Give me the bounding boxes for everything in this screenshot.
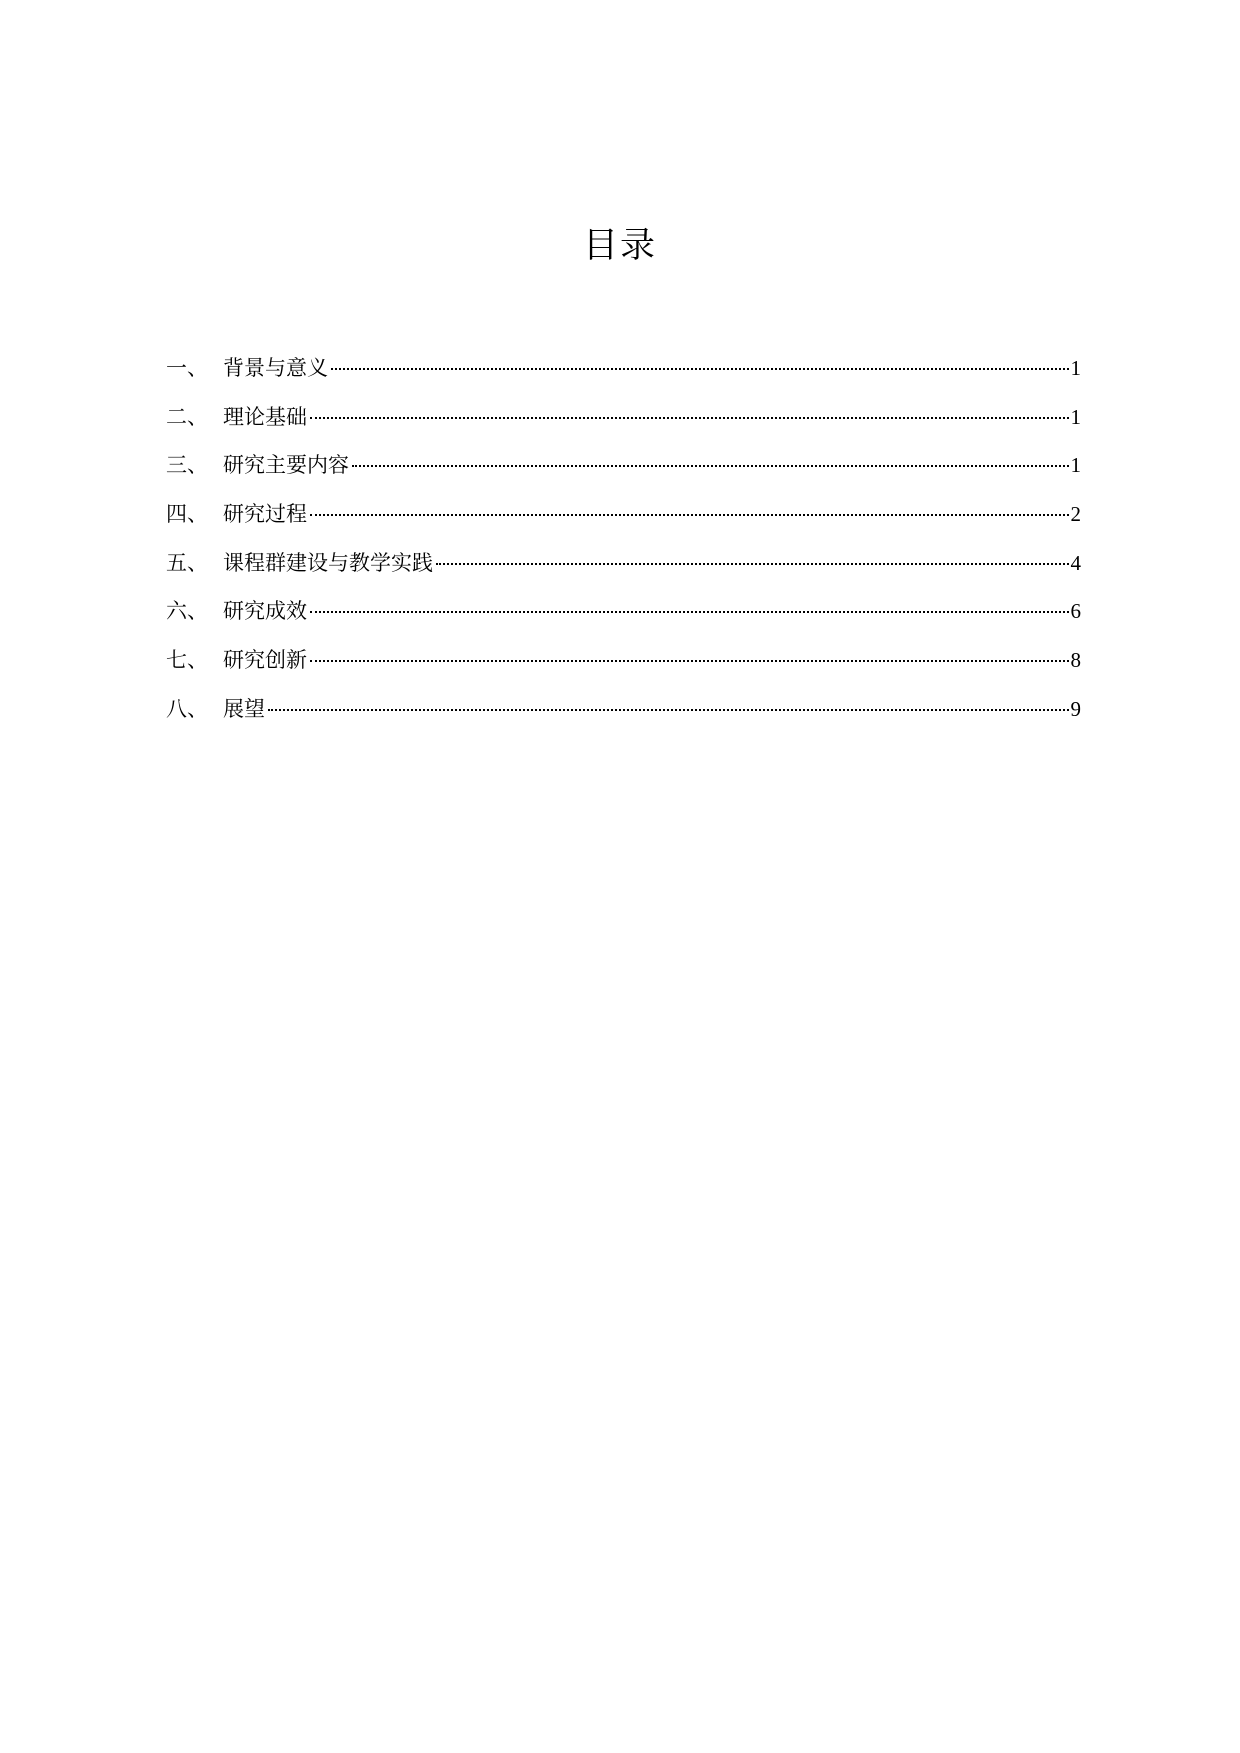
table-of-contents bbox=[166, 353, 1081, 743]
toc-entry-number: 六、 bbox=[166, 599, 208, 624]
toc-dot-leader bbox=[352, 465, 1069, 467]
toc-entry[interactable] bbox=[166, 694, 1081, 743]
toc-entry-number: 一、 bbox=[166, 356, 208, 380]
page-title: 目录 bbox=[582, 226, 657, 266]
toc-entry[interactable] bbox=[166, 450, 1081, 499]
toc-entry-title: 理论基础 bbox=[223, 404, 307, 429]
toc-entry-title: 课程群建设与教学实践 bbox=[223, 550, 433, 575]
toc-entry[interactable] bbox=[166, 402, 1081, 451]
toc-entry[interactable] bbox=[166, 548, 1081, 597]
toc-entry-number: 四、 bbox=[166, 502, 208, 527]
toc-entry-title: 研究创新 bbox=[223, 648, 307, 673]
toc-entry-title: 展望 bbox=[223, 696, 265, 721]
toc-entry-number: 三、 bbox=[166, 453, 208, 478]
toc-entry-page: 4 bbox=[1070, 550, 1081, 575]
toc-dot-leader bbox=[436, 563, 1069, 565]
toc-dot-leader bbox=[310, 514, 1069, 516]
toc-dot-leader bbox=[310, 611, 1069, 613]
toc-entry-page: 2 bbox=[1070, 502, 1081, 527]
toc-dot-leader bbox=[331, 368, 1069, 370]
toc-dot-leader bbox=[268, 709, 1069, 711]
toc-entry-number: 二、 bbox=[166, 404, 208, 429]
toc-entry-page: 8 bbox=[1070, 648, 1081, 673]
toc-entry[interactable] bbox=[166, 645, 1081, 694]
toc-entry-page: 6 bbox=[1070, 599, 1081, 624]
toc-entry-title: 研究主要内容 bbox=[223, 453, 349, 478]
toc-entry-page: 1 bbox=[1070, 453, 1081, 478]
toc-entry[interactable] bbox=[166, 499, 1081, 548]
toc-entry-page: 1 bbox=[1070, 356, 1081, 380]
toc-entry-number: 八、 bbox=[166, 696, 208, 721]
toc-entry[interactable] bbox=[166, 596, 1081, 645]
toc-entry-title: 研究过程 bbox=[223, 502, 307, 527]
toc-entry-page: 9 bbox=[1070, 696, 1081, 721]
toc-dot-leader bbox=[310, 417, 1069, 419]
toc-dot-leader bbox=[310, 660, 1069, 662]
toc-entry-title: 背景与意义 bbox=[223, 356, 328, 380]
toc-entry-number: 五、 bbox=[166, 550, 208, 575]
toc-entry-number: 七、 bbox=[166, 648, 208, 673]
toc-entry[interactable] bbox=[166, 353, 1081, 402]
toc-entry-title: 研究成效 bbox=[223, 599, 307, 624]
toc-entry-page: 1 bbox=[1070, 404, 1081, 429]
